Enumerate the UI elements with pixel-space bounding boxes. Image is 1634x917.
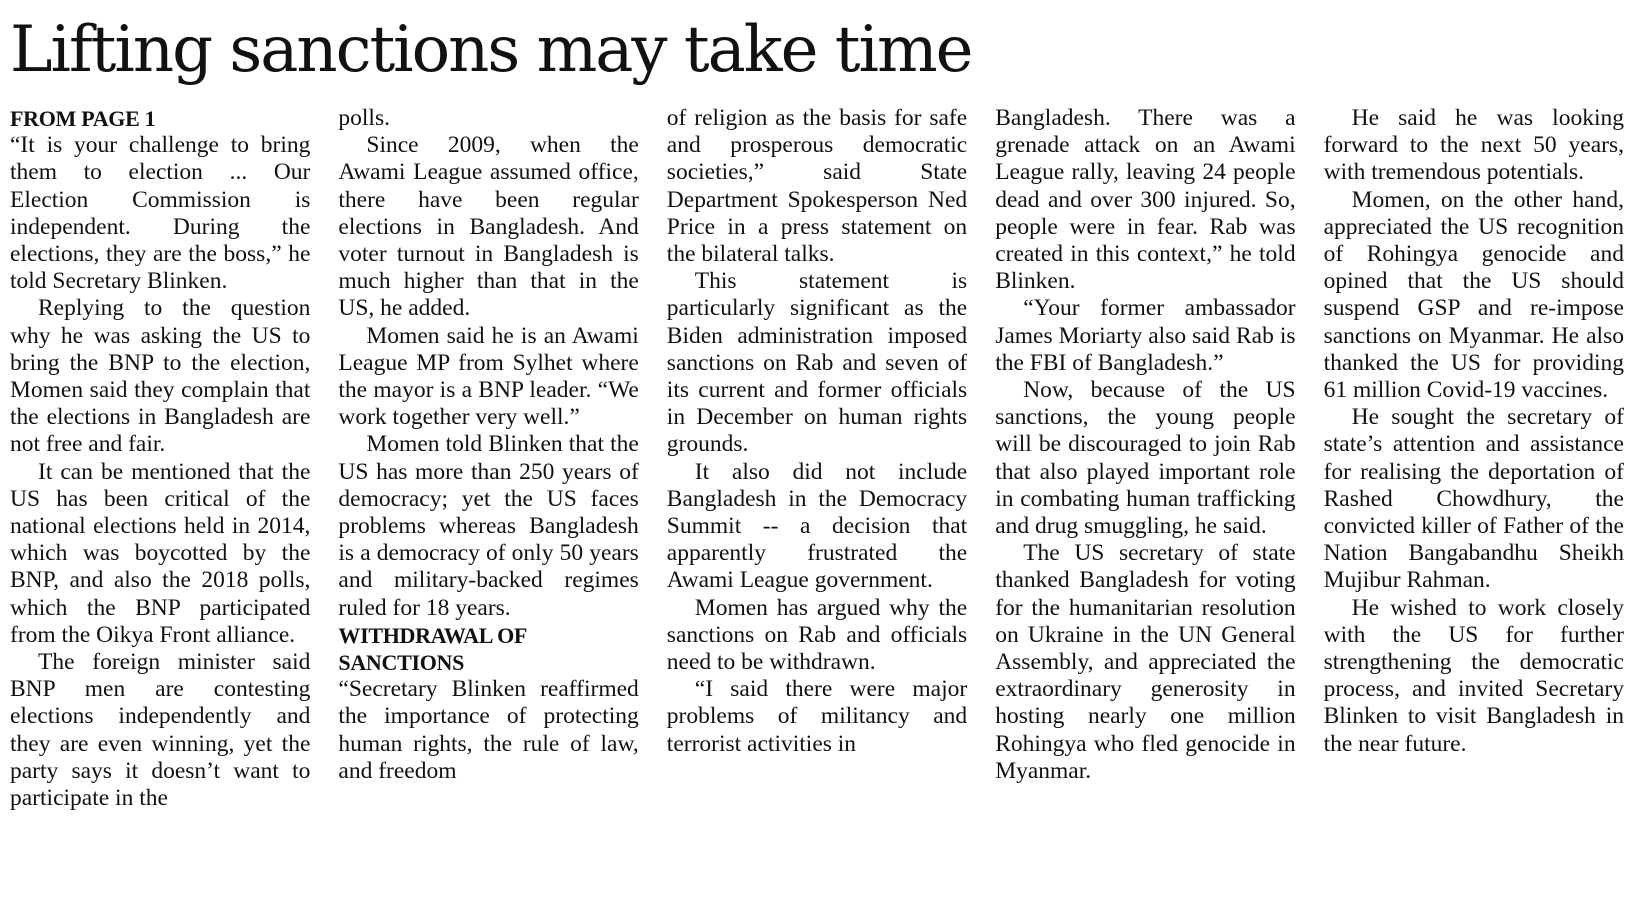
paragraph: Momen told Blinken that the US has more than 250 years of democracy; yet the US faces problems whereas Bangladesh is a democracy of only 50 years and military-backed regimes ruled for 18 years. [338, 431, 639, 621]
headline: Lifting sanctions may take time [10, 13, 972, 87]
paragraph: It also did not include Bangladesh in the Democracy Summit -- a decision that apparently frustrated the Awami League government. [666, 458, 968, 594]
paragraph: of religion as the basis for safe and prosperous democratic societies,” said State Department Spokesperson Ned Price in a press statement on the bilateral talks. [666, 105, 968, 268]
paragraph: “Your former ambassador James Moriarty also said Rab is the FBI of Bangladesh.” [995, 295, 1296, 376]
paragraph: “It is your challenge to bring them to election ... Our Election Commission is independent. During the elections, they are the boss,” he told Secretary Blinken. [10, 132, 311, 295]
paragraph: Momen has argued why the sanctions on Rab and officials need to be withdrawn. [666, 594, 968, 676]
column-3 [667, 105, 967, 905]
column-1 [10, 105, 310, 905]
column-5 [1324, 105, 1624, 905]
paragraph: The foreign minister said BNP men are contesting elections independently and they are even winning, yet the party says it doesn’t want to participate in the [10, 649, 311, 812]
subheading: WITHDRAWAL OF SANCTIONS [338, 622, 527, 676]
paragraph: “Secretary Blinken reaffirmed the importance of protecting human rights, the rule of law, and freedom [338, 676, 639, 784]
article-body [10, 105, 1624, 905]
paragraph: “I said there were major problems of militancy and terrorist activities in [666, 676, 968, 757]
paragraph: Now, because of the US sanctions, the young people will be discouraged to join Rab that also played important role in combating human trafficking and drug smuggling, he said. [995, 377, 1296, 540]
column-4 [995, 105, 1295, 905]
paragraph: Momen, on the other hand, appreciated the US recognition of Rohingya genocide and opined that the US should suspend GSP and re-impose sanctions on Myanmar. He also thanked the US for providing 61 million Covid-19 vaccines. [1323, 186, 1624, 404]
from-page-label: FROM PAGE 1 [10, 106, 156, 131]
paragraph: Momen said he is an Awami League MP from Sylhet where the mayor is a BNP leader. “We work together very well.” [338, 322, 639, 431]
paragraph: He said he was looking forward to the next 50 years, with tremendous potentials. [1323, 105, 1624, 186]
paragraph: polls. [338, 105, 390, 131]
column-2 [338, 105, 638, 905]
paragraph: He wished to work closely with the US for further strengthening the democratic process, and invited Secretary Blinken to visit Bangladesh in the near future. [1323, 594, 1624, 757]
paragraph: He sought the secretary of state’s attention and assistance for realising the deportation of Rashed Chowdhury, the convicted killer of Father of the Nation Bangabandhu Sheikh Mujibur Rahman. [1323, 404, 1624, 594]
paragraph: This statement is particularly significant as the Biden administration imposed sanctions on Rab and seven of its current and former officials in December on human rights grounds. [666, 268, 968, 458]
paragraph: Replying to the question why he was asking the US to bring the BNP to the election, Momen said they complain that the elections in Bangladesh are not free and fair. [10, 295, 311, 458]
paragraph: It can be mentioned that the US has been critical of the national elections held in 2014, which was boycotted by the BNP, and also the 2018 polls, which the BNP participated from the Oikya Front alliance. [10, 458, 311, 648]
paragraph: Since 2009, when the Awami League assumed office, there have been regular elections in Bangladesh. And voter turnout in Bangladesh is much higher than that in the US, he added. [338, 132, 639, 322]
paragraph: Bangladesh. There was a grenade attack on an Awami League rally, leaving 24 people dead and over 300 injured. So, people were in fear. Rab was created in this context,” he told Blinken. [995, 105, 1296, 295]
paragraph: The US secretary of state thanked Bangladesh for voting for the humanitarian resolution on Ukraine in the UN General Assembly, and appreciated the extraordinary generosity in hosting nearly one million Rohingya who fled genocide in Myanmar. [995, 540, 1296, 784]
